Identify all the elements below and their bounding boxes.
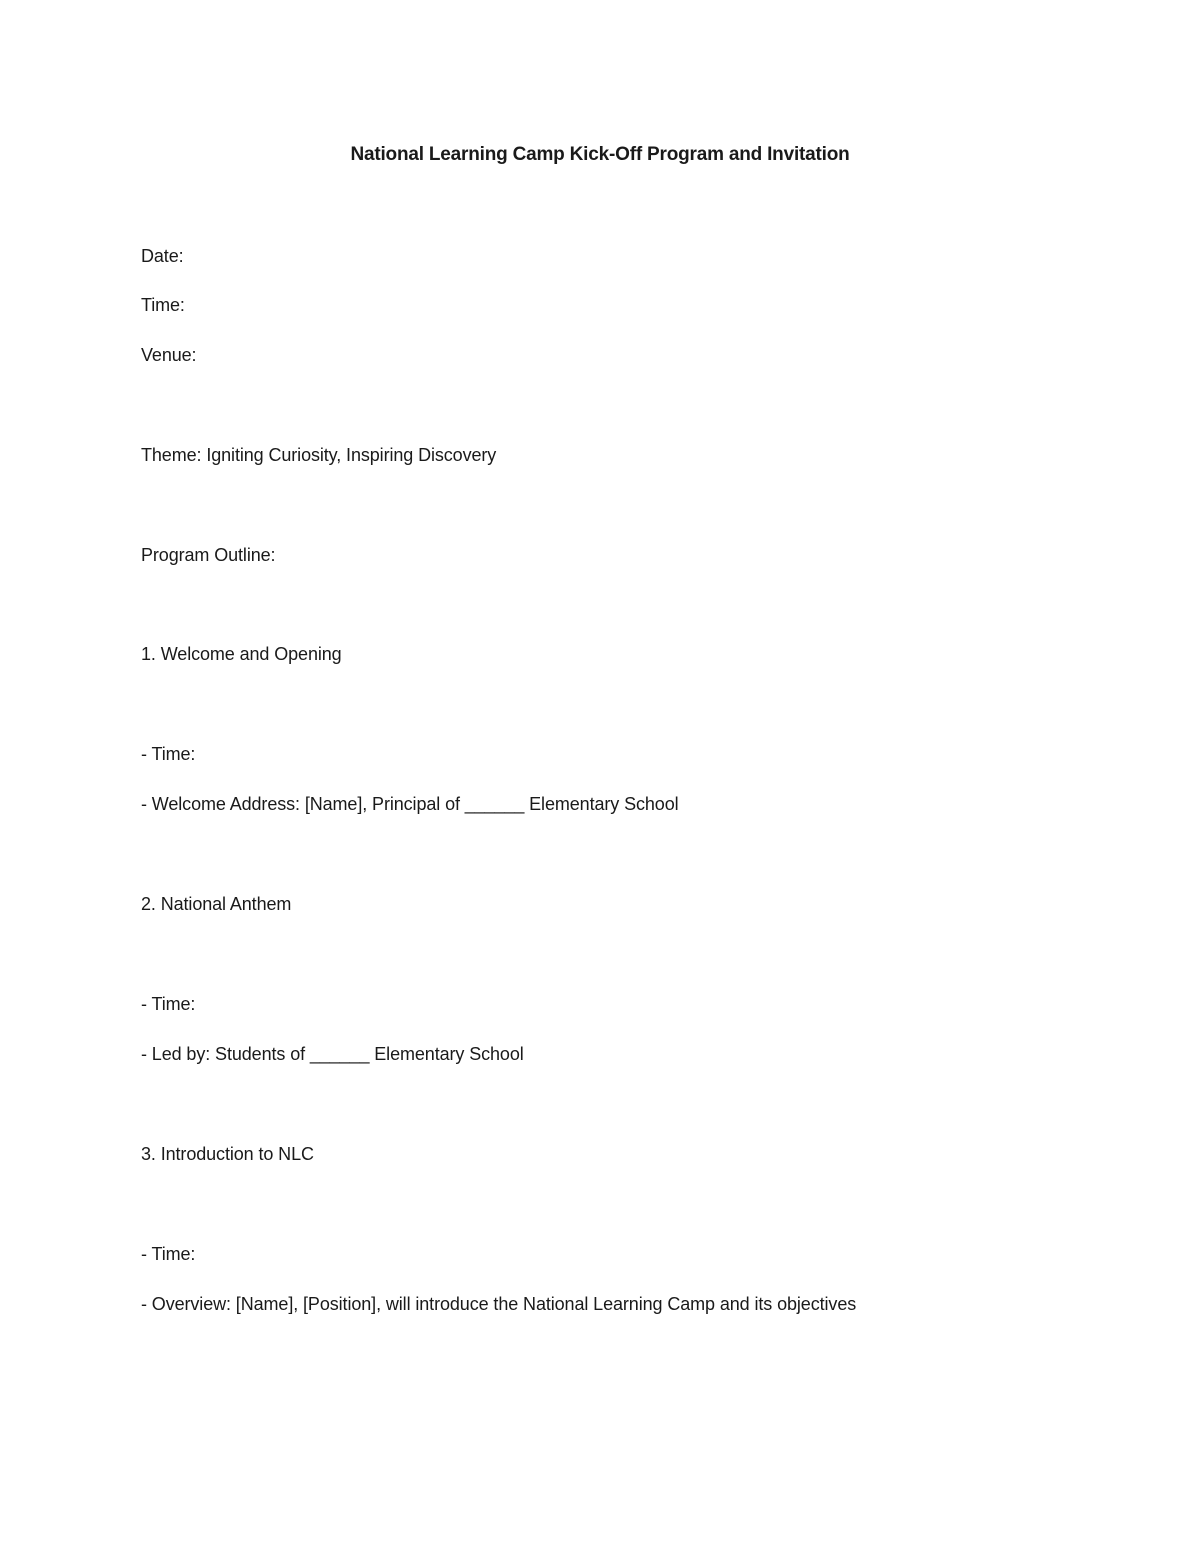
section-item: - Time: — [141, 1244, 196, 1264]
date-label: Date: — [141, 246, 184, 266]
section-item: - Led by: Students of ______ Elementary School — [141, 1044, 524, 1064]
section-item: - Overview: [Name], [Position], will introduce the National Learning Camp and its objectives — [141, 1294, 857, 1314]
venue-label: Venue: — [141, 345, 197, 365]
section-item: - Time: — [141, 744, 196, 764]
section-heading: 2. National Anthem — [141, 894, 292, 914]
section-item: - Welcome Address: [Name], Principal of ______ Elementary School — [141, 794, 679, 814]
program-outline-heading: Program Outline: — [141, 545, 276, 565]
document-title: National Learning Camp Kick-Off Program and Invitation — [350, 144, 850, 165]
section-heading: 3. Introduction to NLC — [141, 1144, 314, 1164]
time-label: Time: — [141, 295, 185, 315]
section-item: - Time: — [141, 994, 196, 1014]
section-heading: 1. Welcome and Opening — [141, 644, 342, 664]
theme-line: Theme: Igniting Curiosity, Inspiring Discovery — [141, 445, 497, 465]
